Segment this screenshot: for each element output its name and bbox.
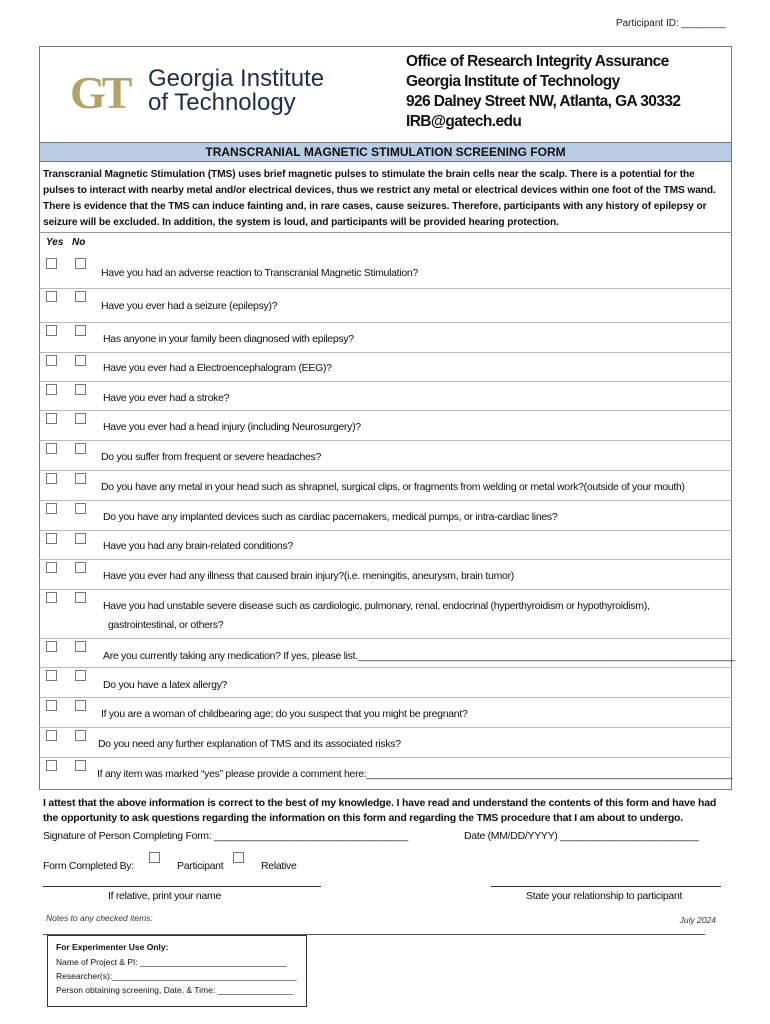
experimenter-title: For Experimenter Use Only: (56, 942, 169, 952)
yes-checkbox[interactable] (46, 355, 57, 366)
question-text: Have you ever had a Electroencephalogram (EEG)? (103, 362, 332, 374)
yes-checkbox[interactable] (46, 384, 57, 395)
project-field[interactable]: Name of Project & PI: _______________________________ (56, 957, 287, 967)
row-divider (39, 352, 732, 353)
no-checkbox[interactable] (75, 533, 86, 544)
experimenter-box (47, 935, 307, 1007)
row-divider (39, 410, 732, 411)
relationship-line[interactable] (491, 886, 721, 887)
relative-name-line[interactable] (43, 886, 321, 887)
question-text: Have you had unstable severe disease such as cardiologic, pulmonary, renal, endocrinal (hyperthyroidism or hypothyroidism), (103, 600, 650, 612)
no-checkbox[interactable] (75, 700, 86, 711)
question-text: Do you have any implanted devices such as cardiac pacemakers, medical pumps, or intra-cardiac lines? (103, 511, 558, 523)
row-divider (39, 530, 732, 531)
question-text: Have you ever had a stroke? (103, 392, 230, 404)
relative-label: Relative (261, 860, 297, 872)
yes-checkbox[interactable] (46, 641, 57, 652)
yes-checkbox[interactable] (46, 258, 57, 269)
signature-field[interactable]: Signature of Person Completing Form: ___________________________________ (43, 830, 408, 842)
relationship-label: State your relationship to participant (526, 890, 683, 902)
form-title: TRANSCRANIAL MAGNETIC STIMULATION SCREENING FORM (39, 142, 732, 162)
researchers-field[interactable]: Researcher(s):_______________________________________ (56, 971, 297, 981)
yes-checkbox[interactable] (46, 473, 57, 484)
no-checkbox[interactable] (75, 291, 86, 302)
office-info (406, 52, 680, 132)
question-text: Have you had any brain-related conditions? (103, 540, 293, 552)
row-divider (39, 697, 732, 698)
question-text: Has anyone in your family been diagnosed with epilepsy? (103, 333, 354, 345)
office-address: 926 Dalney Street NW, Atlanta, GA 30332 (406, 93, 681, 110)
yes-checkbox[interactable] (46, 592, 57, 603)
question-text: Do you suffer from frequent or severe headaches? (101, 451, 322, 463)
row-divider (39, 381, 732, 382)
no-checkbox[interactable] (75, 760, 86, 771)
question-text: Have you ever had any illness that caused brain injury?(i.e. meningitis, aneurysm, brain tumor) (103, 570, 514, 582)
row-divider (39, 589, 732, 590)
question-text-continued: gastrointestinal, or others? (108, 619, 224, 631)
divider (39, 232, 732, 233)
version-date: July 2024 (679, 915, 716, 925)
question-text: Have you ever had a head injury (including Neurosurgery)? (103, 421, 361, 433)
no-checkbox[interactable] (75, 355, 86, 366)
yes-checkbox[interactable] (46, 562, 57, 573)
header-box (39, 46, 732, 143)
no-header: No (72, 237, 86, 248)
question-text: Do you have a latex allergy? (103, 679, 228, 691)
office-institute: Georgia Institute of Technology (406, 73, 620, 90)
yes-checkbox[interactable] (46, 443, 57, 454)
no-checkbox[interactable] (75, 670, 86, 681)
obtaining-field[interactable]: Person obtaining screening, Date, & Time: ________________ (56, 985, 294, 995)
yes-checkbox[interactable] (46, 325, 57, 336)
row-divider (39, 440, 732, 441)
no-checkbox[interactable] (75, 443, 86, 454)
attestation: I attest that the above information is correct to the best of my knowledge. I have read and understand the contents of this form and have had the opportunity to ask questions regarding the information on this form and regarding the TMS procedure that I am about to undergo. (43, 797, 717, 824)
logo-line-2: of Technology (148, 89, 296, 116)
logo-line-1: Georgia Institute (148, 65, 325, 92)
print-name-label: If relative, print your name (108, 890, 221, 902)
yes-checkbox[interactable] (46, 730, 57, 741)
question-text: Have you had an adverse reaction to Transcranial Magnetic Stimulation? (101, 267, 418, 279)
no-checkbox[interactable] (75, 325, 86, 336)
row-divider (39, 727, 732, 728)
row-divider (39, 322, 732, 323)
office-email: IRB@gatech.edu (406, 113, 522, 130)
questions-box (39, 162, 732, 790)
relative-checkbox[interactable] (233, 852, 244, 863)
gatech-logo (70, 63, 350, 123)
yes-header: Yes (46, 237, 64, 248)
question-text: If you are a woman of childbearing age; do you suspect that you might be pregnant? (101, 708, 468, 720)
yes-checkbox[interactable] (46, 413, 57, 424)
question-text: Are you currently taking any medication? If yes, please list.____________________________________________________________________ (103, 650, 735, 662)
logo-text (148, 67, 324, 115)
question-text: Do you have any metal in your head such as shrapnel, surgical clips, or fragments from welding or metal work?(outside of your mouth) (101, 481, 685, 493)
intro-text: Transcranial Magnetic Stimulation (TMS) uses brief magnetic pulses to stimulate the brain cells near the scalp. There is a potential for the pulses to interact with nearby metal and/or electrical devices, thus we restrict any metal or electrical devices within one foot of the TMS wand. There is evidence that the TMS can induce fainting and, in rare cases, cause seizures. Therefore, participants with any history of epilepsy or seizure will be excluded. In addition, the system is loud, and participants will be provided hearing protection. (43, 169, 716, 228)
row-divider (39, 559, 732, 560)
no-checkbox[interactable] (75, 384, 86, 395)
yes-checkbox[interactable] (46, 760, 57, 771)
no-checkbox[interactable] (75, 413, 86, 424)
question-text: If any item was marked “yes” please provide a comment here:__________________________________________________________________ (97, 768, 733, 780)
row-divider (39, 470, 732, 471)
notes-label: Notes to any checked items: (46, 913, 153, 923)
no-checkbox[interactable] (75, 503, 86, 514)
no-checkbox[interactable] (75, 473, 86, 484)
question-text: Have you ever had a seizure (epilepsy)? (101, 300, 278, 312)
row-divider (39, 638, 732, 639)
participant-checkbox[interactable] (149, 852, 160, 863)
participant-label: Participant (177, 860, 224, 872)
yes-checkbox[interactable] (46, 700, 57, 711)
no-checkbox[interactable] (75, 258, 86, 269)
yes-checkbox[interactable] (46, 533, 57, 544)
yes-checkbox[interactable] (46, 670, 57, 681)
row-divider (39, 288, 732, 289)
yes-checkbox[interactable] (46, 291, 57, 302)
office-name: Office of Research Integrity Assurance (406, 53, 669, 70)
participant-id: Participant ID: ________ (615, 18, 726, 29)
yes-checkbox[interactable] (46, 503, 57, 514)
no-checkbox[interactable] (75, 592, 86, 603)
date-field[interactable]: Date (MM/DD/YYYY) _________________________ (464, 830, 699, 842)
row-divider (39, 757, 732, 758)
no-checkbox[interactable] (75, 641, 86, 652)
row-divider (39, 500, 732, 501)
question-text: Do you need any further explanation of TMS and its associated risks? (98, 738, 401, 750)
gt-logo-mark: GT (70, 67, 129, 118)
no-checkbox[interactable] (75, 730, 86, 741)
completed-by-label: Form Completed By: (43, 860, 134, 872)
no-checkbox[interactable] (75, 562, 86, 573)
row-divider (39, 667, 732, 668)
